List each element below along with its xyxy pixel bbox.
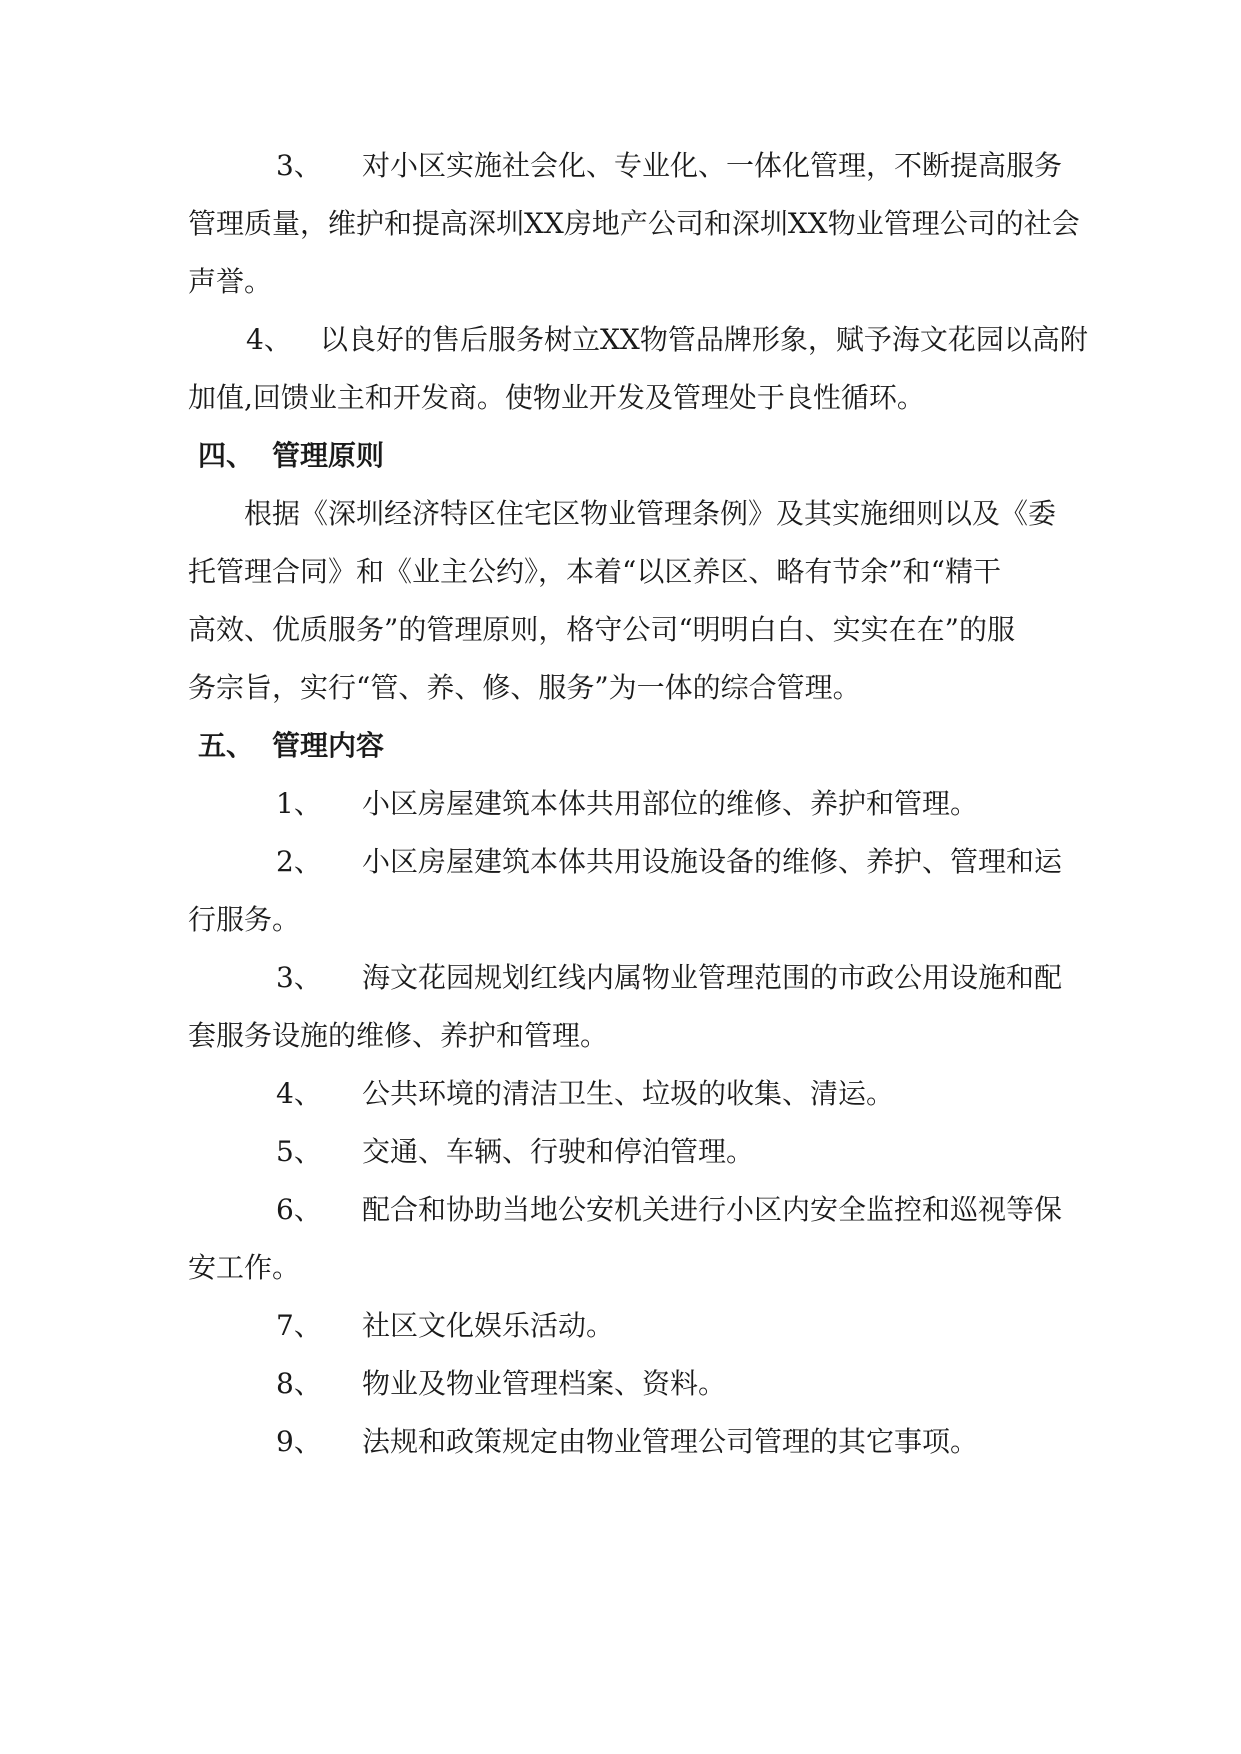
item-text: 小区房屋建筑本体共用部位的维修、养护和管理。 [362, 787, 979, 820]
paragraph-line: 套服务设施的维修、养护和管理。 [188, 1019, 609, 1052]
item-number: 4、 [276, 1077, 322, 1110]
item-number: 1、 [276, 787, 322, 820]
item-text: 以良好的售后服务树立XX物管品牌形象，赋予海文花园以高附 [320, 323, 1088, 356]
item-number: 2、 [276, 845, 322, 878]
item-number: 6、 [276, 1193, 322, 1226]
item-text: 小区房屋建筑本体共用设施设备的维修、养护、管理和运 [362, 845, 1063, 878]
paragraph-line: 管理质量，维护和提高深圳XX房地产公司和深圳XX物业管理公司的社会 [188, 207, 1080, 240]
item-number: 4、 [246, 323, 292, 356]
item-number: 5、 [276, 1135, 322, 1168]
item-text: 社区文化娱乐活动。 [362, 1309, 615, 1342]
item-number: 9、 [276, 1425, 322, 1458]
item-text: 法规和政策规定由物业管理公司管理的其它事项。 [362, 1425, 979, 1458]
item-number: 3、 [276, 149, 322, 182]
paragraph-line: 托管理合同》和《业主公约》，本着“以区养区、略有节余”和“精干 [188, 555, 1001, 588]
item-text: 交通、车辆、行驶和停泊管理。 [362, 1135, 755, 1168]
paragraph-line: 声誉。 [188, 265, 273, 298]
item-text: 公共环境的清洁卫生、垃圾的收集、清运。 [362, 1077, 895, 1110]
paragraph-text: 根据《深圳经济特区住宅区物业管理条例》及其实施细则以及《委 [244, 497, 1057, 530]
item-text: 配合和协助当地公安机关进行小区内安全监控和巡视等保 [362, 1193, 1063, 1226]
item-text: 海文花园规划红线内属物业管理范围的市政公用设施和配 [362, 961, 1063, 994]
section-number: 四、 [198, 439, 255, 472]
item-text: 对小区实施社会化、专业化、一体化管理，不断提高服务 [362, 149, 1063, 182]
item-number: 3、 [276, 961, 322, 994]
section-title: 管理原则 [272, 439, 385, 472]
item-number: 8、 [276, 1367, 322, 1400]
item-number: 7、 [276, 1309, 322, 1342]
paragraph-line: 高效、优质服务”的管理原则，格守公司“明明白白、实实在在”的服 [188, 613, 1015, 646]
paragraph-line: 行服务。 [188, 903, 301, 936]
section-title: 管理内容 [272, 729, 385, 762]
paragraph-line: 加值,回馈业主和开发商。使物业开发及管理处于良性循环。 [188, 381, 925, 414]
paragraph-line: 安工作。 [188, 1251, 301, 1284]
section-number: 五、 [198, 729, 255, 762]
paragraph-line: 务宗旨，实行“管、养、修、服务”为一体的综合管理。 [188, 671, 861, 704]
item-text: 物业及物业管理档案、资料。 [362, 1367, 727, 1400]
